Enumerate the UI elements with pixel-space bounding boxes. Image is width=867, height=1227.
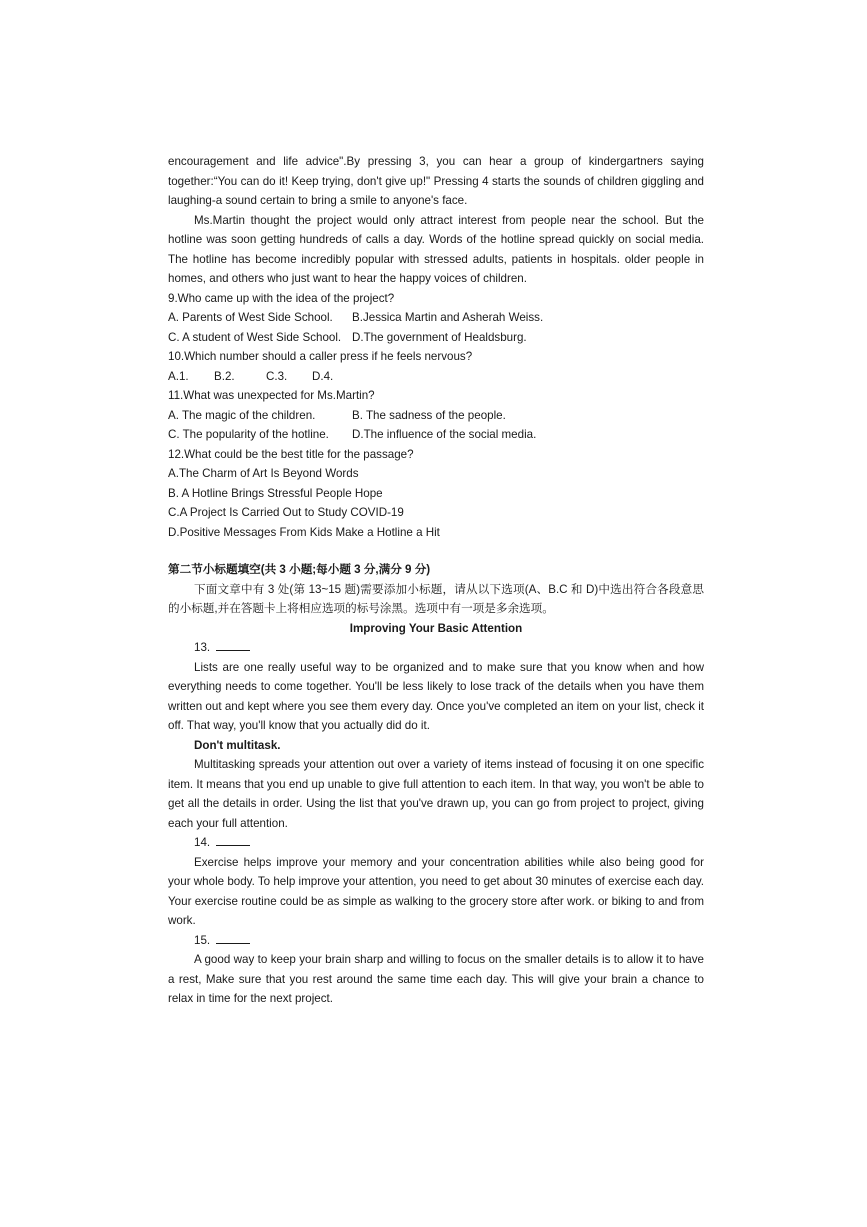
blank-question-13 (168, 638, 704, 658)
option-row (168, 367, 704, 387)
question-number: 13. (194, 641, 211, 654)
option: D.The government of Healdsburg. (352, 330, 527, 344)
spacer (168, 542, 704, 560)
passage-paragraph: Exercise helps improve your memory and your concentration abilities while also being good for your whole body. To help improve your attention, you need to get about 30 minutes of exercise each day. Your exercise routine could be as simple as walking to the grocery store after work. or biking to and from work. (168, 855, 704, 927)
question-stem: 11.What was unexpected for Ms.Martin? (168, 389, 375, 402)
option-row (168, 328, 704, 348)
section-instructions: 下面文章中有 3 处(第 13~15 题)需要添加小标题，请从以下选项(A、B.C 和 D)中选出符合各段意思的小标题,并在答题卡上将相应选项的标号涂黑。选项中有一项是多余选项。 (168, 582, 704, 615)
passage-paragraph: A good way to keep your brain sharp and willing to focus on the smaller details is to allow it to have a rest, Make sure that you rest around the same time each day. This will give your brain a chance to relax in time for the next project. (168, 953, 704, 1005)
answer-blank (216, 833, 250, 846)
option: D.The influence of the social media. (352, 428, 537, 441)
passage-paragraph: Multitasking spreads your attention out over a variety of items instead of focusing it on one specific item. It means that you end up unable to give full attention to each item. In that way, you won't be able to get all the details in order. Using the list that you've drawn up, you can go from project to project, giving each your full attention. (168, 758, 704, 830)
option: A.The Charm of Art Is Beyond Words (168, 467, 359, 480)
document-page (168, 152, 704, 1009)
passage-paragraph: encouragement and life advice".By pressing 3, you can hear a group of kindergartners saying together:“You can do it! Keep trying, don't give up!" Pressing 4 starts the sounds of children giggling and laughing-a sound certain to bring a smile to anyone's face. (168, 155, 704, 207)
question-stem: 12.What could be the best title for the passage? (168, 447, 414, 461)
question-number: 14. (194, 836, 211, 849)
option: A. Parents of West Side School. (168, 311, 333, 324)
option-row (168, 406, 704, 426)
option: C. A student of West Side School. (168, 330, 342, 344)
option: B.Jessica Martin and Asherah Weiss. (352, 311, 544, 324)
option: C.A Project Is Carried Out to Study COVID-19 (168, 506, 404, 519)
option: A.1. (168, 369, 189, 383)
blank-question-14 (168, 833, 704, 853)
option-row (168, 308, 704, 328)
option: A. The magic of the children. (168, 408, 316, 422)
option: B. A Hotline Brings Stressful People Hope (168, 486, 383, 500)
passage-paragraph: Lists are one really useful way to be organized and to make sure that you know when and how everything needs to come together. You'll be less likely to lose track of the details when you have them written out and kept where you see them every day. Once you've completed an item on your list, check it off. That way, you'll know that you actually did do it. (168, 660, 704, 732)
blank-question-15 (168, 931, 704, 951)
question-stem: 10.Which number should a caller press if he feels nervous? (168, 350, 473, 363)
passage-paragraph: Ms.Martin thought the project would only attract interest from people near the school. But the hotline was soon getting hundreds of calls a day. Words of the hotline spread quickly on social media. The hotline has become incredibly popular with stressed adults, patients in hospitals. older people in homes, and others who just want to hear the happy voices of children. (168, 213, 704, 285)
option: B. The sadness of the people. (352, 408, 506, 422)
option: D.4. (312, 369, 334, 383)
question-stem: 9.Who came up with the idea of the project? (168, 291, 395, 305)
option: C.3. (266, 369, 288, 383)
option: C. The popularity of the hotline. (168, 428, 329, 441)
question-number: 15. (194, 933, 211, 947)
option-row (168, 425, 704, 445)
option: B.2. (214, 369, 235, 383)
section-heading: 第二节小标题填空(共 3 小题;每小题 3 分,满分 9 分) (168, 563, 431, 576)
passage-title: Improving Your Basic Attention (349, 621, 523, 635)
option: D.Positive Messages From Kids Make a Hotline a Hit (168, 525, 440, 539)
answer-blank (216, 931, 250, 944)
answer-blank (216, 638, 250, 651)
subheading: Don't multitask. (194, 738, 281, 752)
